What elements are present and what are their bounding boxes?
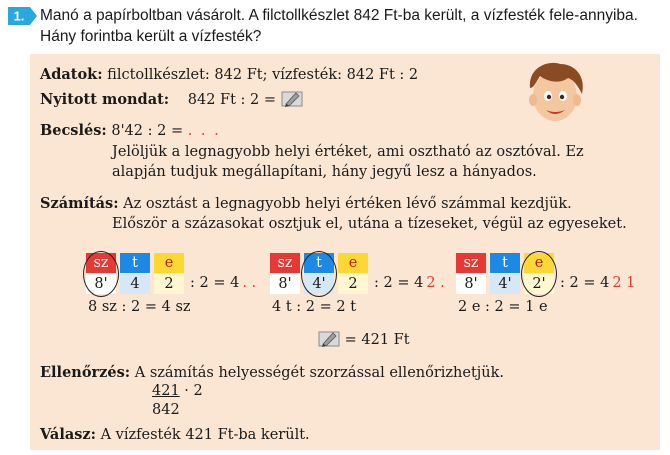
szamitas-line <box>40 195 572 212</box>
task-number: 1. <box>13 8 25 24</box>
task-number-badge <box>6 5 38 27</box>
valasz-text: A vízfesték 421 Ft-ba került. <box>100 427 310 443</box>
place-header: t <box>120 253 150 273</box>
mult-b: · 2 <box>184 383 203 399</box>
nyitott-text: 842 Ft : 2 = <box>187 92 277 108</box>
place-header: e <box>338 253 368 273</box>
place-highlight-circle <box>301 251 337 297</box>
product: 842 <box>152 402 180 418</box>
division-result-digits: . . <box>242 275 257 291</box>
division-result-digits: 2 1 <box>612 275 636 291</box>
place-value: 2' <box>524 274 554 294</box>
becsles-dots: . . . <box>187 123 221 139</box>
place-value: 8' <box>456 274 486 294</box>
division-result-prefix: : 2 = 4 <box>560 275 610 291</box>
division-result-prefix: : 2 = 4 <box>190 275 240 291</box>
valasz-label: Válasz: <box>40 426 96 443</box>
division-step: 2 e : 2 = 1 e <box>458 299 548 315</box>
place-header: t <box>490 253 520 273</box>
place-value: 2 <box>338 274 368 294</box>
place-value: 4 <box>120 274 150 294</box>
nyitott-line <box>40 90 303 112</box>
division-result-prefix: : 2 = 4 <box>374 275 424 291</box>
becsles-label: Becslés: <box>40 122 107 139</box>
place-value: 8' <box>86 274 116 294</box>
boy-avatar-icon <box>520 58 590 126</box>
task-text: Manó a papírboltban vásárolt. A filctollkészlet 842 Ft-ba került, a vízfesték fele-annyiba. Hány forintba került a vízfesték? <box>40 7 638 45</box>
place-highlight-circle <box>521 251 557 297</box>
place-header: t <box>304 253 334 273</box>
division-result <box>374 275 445 291</box>
place-header: sz <box>86 253 116 273</box>
place-value: 2 <box>154 274 184 294</box>
division-result <box>190 275 256 291</box>
adatok-text: filctollkészlet: 842 Ft; vízfesték: 842 Ft : 2 <box>107 67 419 83</box>
valasz-line <box>40 426 310 443</box>
ellenorzes-line <box>40 364 504 381</box>
division-step: 8 sz : 2 = 4 sz <box>88 299 191 315</box>
becsles-expr: 8'42 : 2 = <box>111 123 184 139</box>
place-value: 4' <box>490 274 520 294</box>
adatok-label: Adatok: <box>40 66 103 83</box>
becsles-line1: Jelöljük a legnagyobb helyi értéket, ami osztható az osztóval. Ez <box>112 144 584 160</box>
place-header: e <box>524 253 554 273</box>
pencil-icon <box>318 330 340 352</box>
result-text: = 421 Ft <box>344 332 410 348</box>
division-result <box>560 275 635 291</box>
place-value: 4' <box>304 274 334 294</box>
nyitott-label: Nyitott mondat: <box>40 91 170 108</box>
place-header: sz <box>456 253 486 273</box>
multiplication <box>152 383 203 399</box>
place-value: 8' <box>270 274 300 294</box>
becsles-line <box>40 122 221 139</box>
mult-a: 421 <box>152 383 180 399</box>
pencil-icon <box>281 90 303 112</box>
ellenorzes-text: A számítás helyességét szorzással ellenőrizhetjük. <box>134 365 505 381</box>
szamitas-line2: Először a százasokat osztjuk el, utána a tízeseket, végül az egyeseket. <box>112 216 627 232</box>
ellenorzes-label: Ellenőrzés: <box>40 364 131 381</box>
place-header: sz <box>270 253 300 273</box>
place-header: e <box>154 253 184 273</box>
szamitas-label: Számítás: <box>40 195 119 212</box>
place-highlight-circle <box>83 251 119 297</box>
division-result-digits: 2 . <box>426 275 445 291</box>
szamitas-line1: Az osztást a legnagyobb helyi értéken lévő számmal kezdjük. <box>123 196 572 212</box>
result-line <box>318 330 410 352</box>
adatok-line <box>40 66 418 83</box>
becsles-line2: alapján tudjuk megállapítani, hány jegyű lesz a hányados. <box>112 164 537 180</box>
division-step: 4 t : 2 = 2 t <box>272 299 357 315</box>
